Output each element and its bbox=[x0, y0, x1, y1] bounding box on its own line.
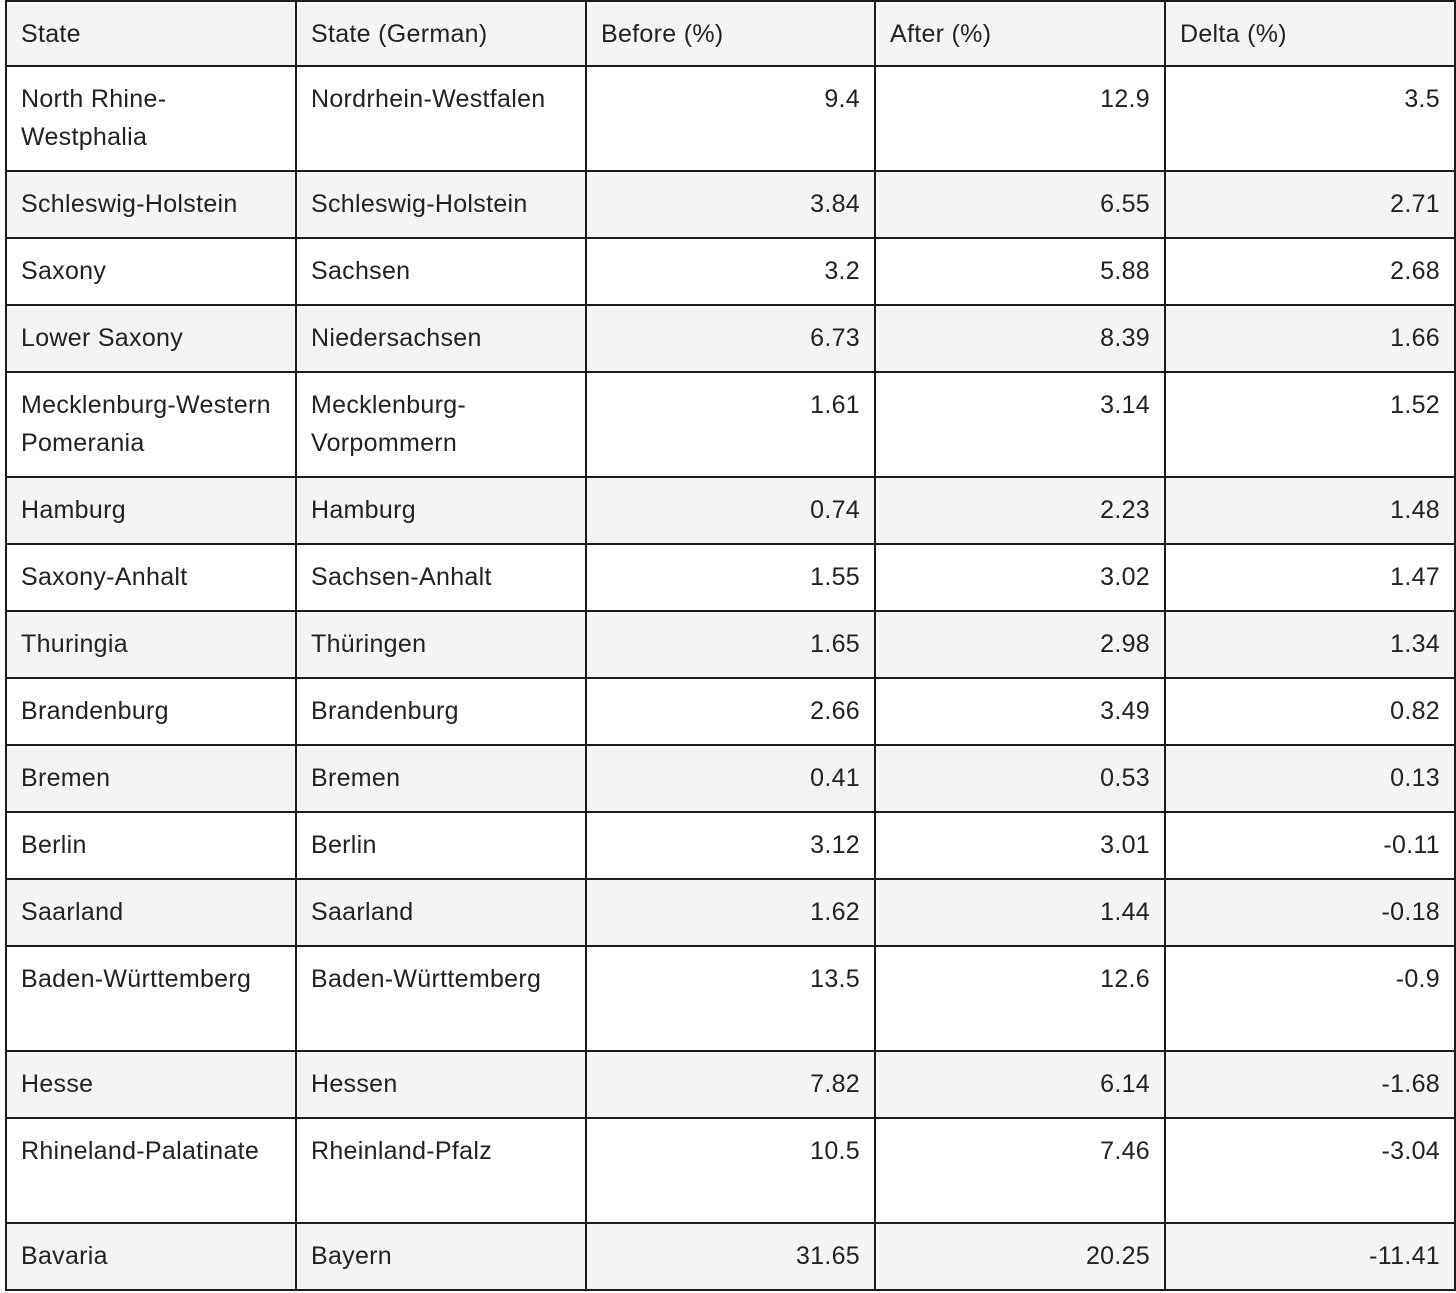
cell-state: Bavaria bbox=[6, 1223, 296, 1290]
cell-before: 1.55 bbox=[586, 544, 875, 611]
cell-delta: -0.18 bbox=[1165, 879, 1455, 946]
cell-state-german: Saarland bbox=[296, 879, 586, 946]
cell-after: 3.49 bbox=[875, 678, 1165, 745]
cell-state-german: Baden-Württemberg bbox=[296, 946, 586, 1051]
cell-after: 12.9 bbox=[875, 66, 1165, 171]
cell-after: 8.39 bbox=[875, 305, 1165, 372]
cell-before: 3.12 bbox=[586, 812, 875, 879]
cell-delta: -0.11 bbox=[1165, 812, 1455, 879]
cell-state-german: Bayern bbox=[296, 1223, 586, 1290]
cell-after: 12.6 bbox=[875, 946, 1165, 1051]
cell-state-german: Rheinland-Pfalz bbox=[296, 1118, 586, 1223]
cell-after: 3.01 bbox=[875, 812, 1165, 879]
header-state-german: State (German) bbox=[296, 1, 586, 66]
cell-after: 6.55 bbox=[875, 171, 1165, 238]
cell-delta: 1.48 bbox=[1165, 477, 1455, 544]
table-row bbox=[6, 544, 1455, 611]
cell-state-german: Sachsen-Anhalt bbox=[296, 544, 586, 611]
cell-after: 1.44 bbox=[875, 879, 1165, 946]
cell-state-german: Berlin bbox=[296, 812, 586, 879]
table-row bbox=[6, 745, 1455, 812]
cell-before: 6.73 bbox=[586, 305, 875, 372]
table-row bbox=[6, 946, 1455, 1051]
header-delta: Delta (%) bbox=[1165, 1, 1455, 66]
cell-before: 2.66 bbox=[586, 678, 875, 745]
cell-state-german: Hamburg bbox=[296, 477, 586, 544]
cell-before: 10.5 bbox=[586, 1118, 875, 1223]
cell-state: Baden-Württemberg bbox=[6, 946, 296, 1051]
cell-before: 0.41 bbox=[586, 745, 875, 812]
cell-before: 9.4 bbox=[586, 66, 875, 171]
cell-state-german: Schleswig-Holstein bbox=[296, 171, 586, 238]
cell-after: 2.98 bbox=[875, 611, 1165, 678]
header-row bbox=[6, 1, 1455, 66]
cell-delta: 1.47 bbox=[1165, 544, 1455, 611]
cell-before: 1.65 bbox=[586, 611, 875, 678]
cell-state: Saxony-Anhalt bbox=[6, 544, 296, 611]
table-row bbox=[6, 238, 1455, 305]
cell-state-german: Nordrhein-Westfalen bbox=[296, 66, 586, 171]
states-table bbox=[5, 0, 1456, 1291]
cell-state: Saarland bbox=[6, 879, 296, 946]
cell-after: 3.14 bbox=[875, 372, 1165, 477]
cell-delta: -3.04 bbox=[1165, 1118, 1455, 1223]
cell-before: 7.82 bbox=[586, 1051, 875, 1118]
cell-delta: -11.41 bbox=[1165, 1223, 1455, 1290]
cell-delta: 2.68 bbox=[1165, 238, 1455, 305]
table-row bbox=[6, 1223, 1455, 1290]
cell-delta: -1.68 bbox=[1165, 1051, 1455, 1118]
cell-after: 6.14 bbox=[875, 1051, 1165, 1118]
cell-before: 31.65 bbox=[586, 1223, 875, 1290]
cell-before: 3.2 bbox=[586, 238, 875, 305]
cell-after: 5.88 bbox=[875, 238, 1165, 305]
table-row bbox=[6, 372, 1455, 477]
cell-state: Berlin bbox=[6, 812, 296, 879]
cell-before: 13.5 bbox=[586, 946, 875, 1051]
cell-state-german: Thüringen bbox=[296, 611, 586, 678]
cell-state: Lower Saxony bbox=[6, 305, 296, 372]
cell-after: 2.23 bbox=[875, 477, 1165, 544]
cell-before: 0.74 bbox=[586, 477, 875, 544]
table-row bbox=[6, 879, 1455, 946]
table-header bbox=[6, 1, 1455, 66]
cell-delta: 3.5 bbox=[1165, 66, 1455, 171]
cell-state: Hesse bbox=[6, 1051, 296, 1118]
cell-delta: -0.9 bbox=[1165, 946, 1455, 1051]
cell-after: 7.46 bbox=[875, 1118, 1165, 1223]
table-row bbox=[6, 678, 1455, 745]
cell-before: 1.62 bbox=[586, 879, 875, 946]
cell-delta: 0.82 bbox=[1165, 678, 1455, 745]
table-row bbox=[6, 812, 1455, 879]
header-state: State bbox=[6, 1, 296, 66]
cell-delta: 2.71 bbox=[1165, 171, 1455, 238]
table-row bbox=[6, 611, 1455, 678]
cell-after: 3.02 bbox=[875, 544, 1165, 611]
cell-state: Schleswig-Holstein bbox=[6, 171, 296, 238]
cell-state: Mecklenburg-Western Pomerania bbox=[6, 372, 296, 477]
table-row bbox=[6, 477, 1455, 544]
cell-state: Thuringia bbox=[6, 611, 296, 678]
cell-delta: 1.66 bbox=[1165, 305, 1455, 372]
table-row bbox=[6, 1051, 1455, 1118]
cell-state-german: Bremen bbox=[296, 745, 586, 812]
cell-state-german: Hessen bbox=[296, 1051, 586, 1118]
cell-before: 3.84 bbox=[586, 171, 875, 238]
cell-before: 1.61 bbox=[586, 372, 875, 477]
cell-delta: 1.52 bbox=[1165, 372, 1455, 477]
cell-state: Bremen bbox=[6, 745, 296, 812]
cell-state: Brandenburg bbox=[6, 678, 296, 745]
cell-after: 0.53 bbox=[875, 745, 1165, 812]
cell-state: Hamburg bbox=[6, 477, 296, 544]
cell-delta: 1.34 bbox=[1165, 611, 1455, 678]
table-row bbox=[6, 305, 1455, 372]
cell-state: North Rhine-Westphalia bbox=[6, 66, 296, 171]
cell-state-german: Brandenburg bbox=[296, 678, 586, 745]
cell-state: Rhineland-Palatinate bbox=[6, 1118, 296, 1223]
cell-delta: 0.13 bbox=[1165, 745, 1455, 812]
table-row bbox=[6, 1118, 1455, 1223]
table-row bbox=[6, 171, 1455, 238]
cell-state: Saxony bbox=[6, 238, 296, 305]
header-before: Before (%) bbox=[586, 1, 875, 66]
cell-state-german: Sachsen bbox=[296, 238, 586, 305]
cell-after: 20.25 bbox=[875, 1223, 1165, 1290]
cell-state-german: Niedersachsen bbox=[296, 305, 586, 372]
header-after: After (%) bbox=[875, 1, 1165, 66]
table-body bbox=[6, 66, 1455, 1290]
cell-state-german: Mecklenburg-Vorpommern bbox=[296, 372, 586, 477]
table-row bbox=[6, 66, 1455, 171]
